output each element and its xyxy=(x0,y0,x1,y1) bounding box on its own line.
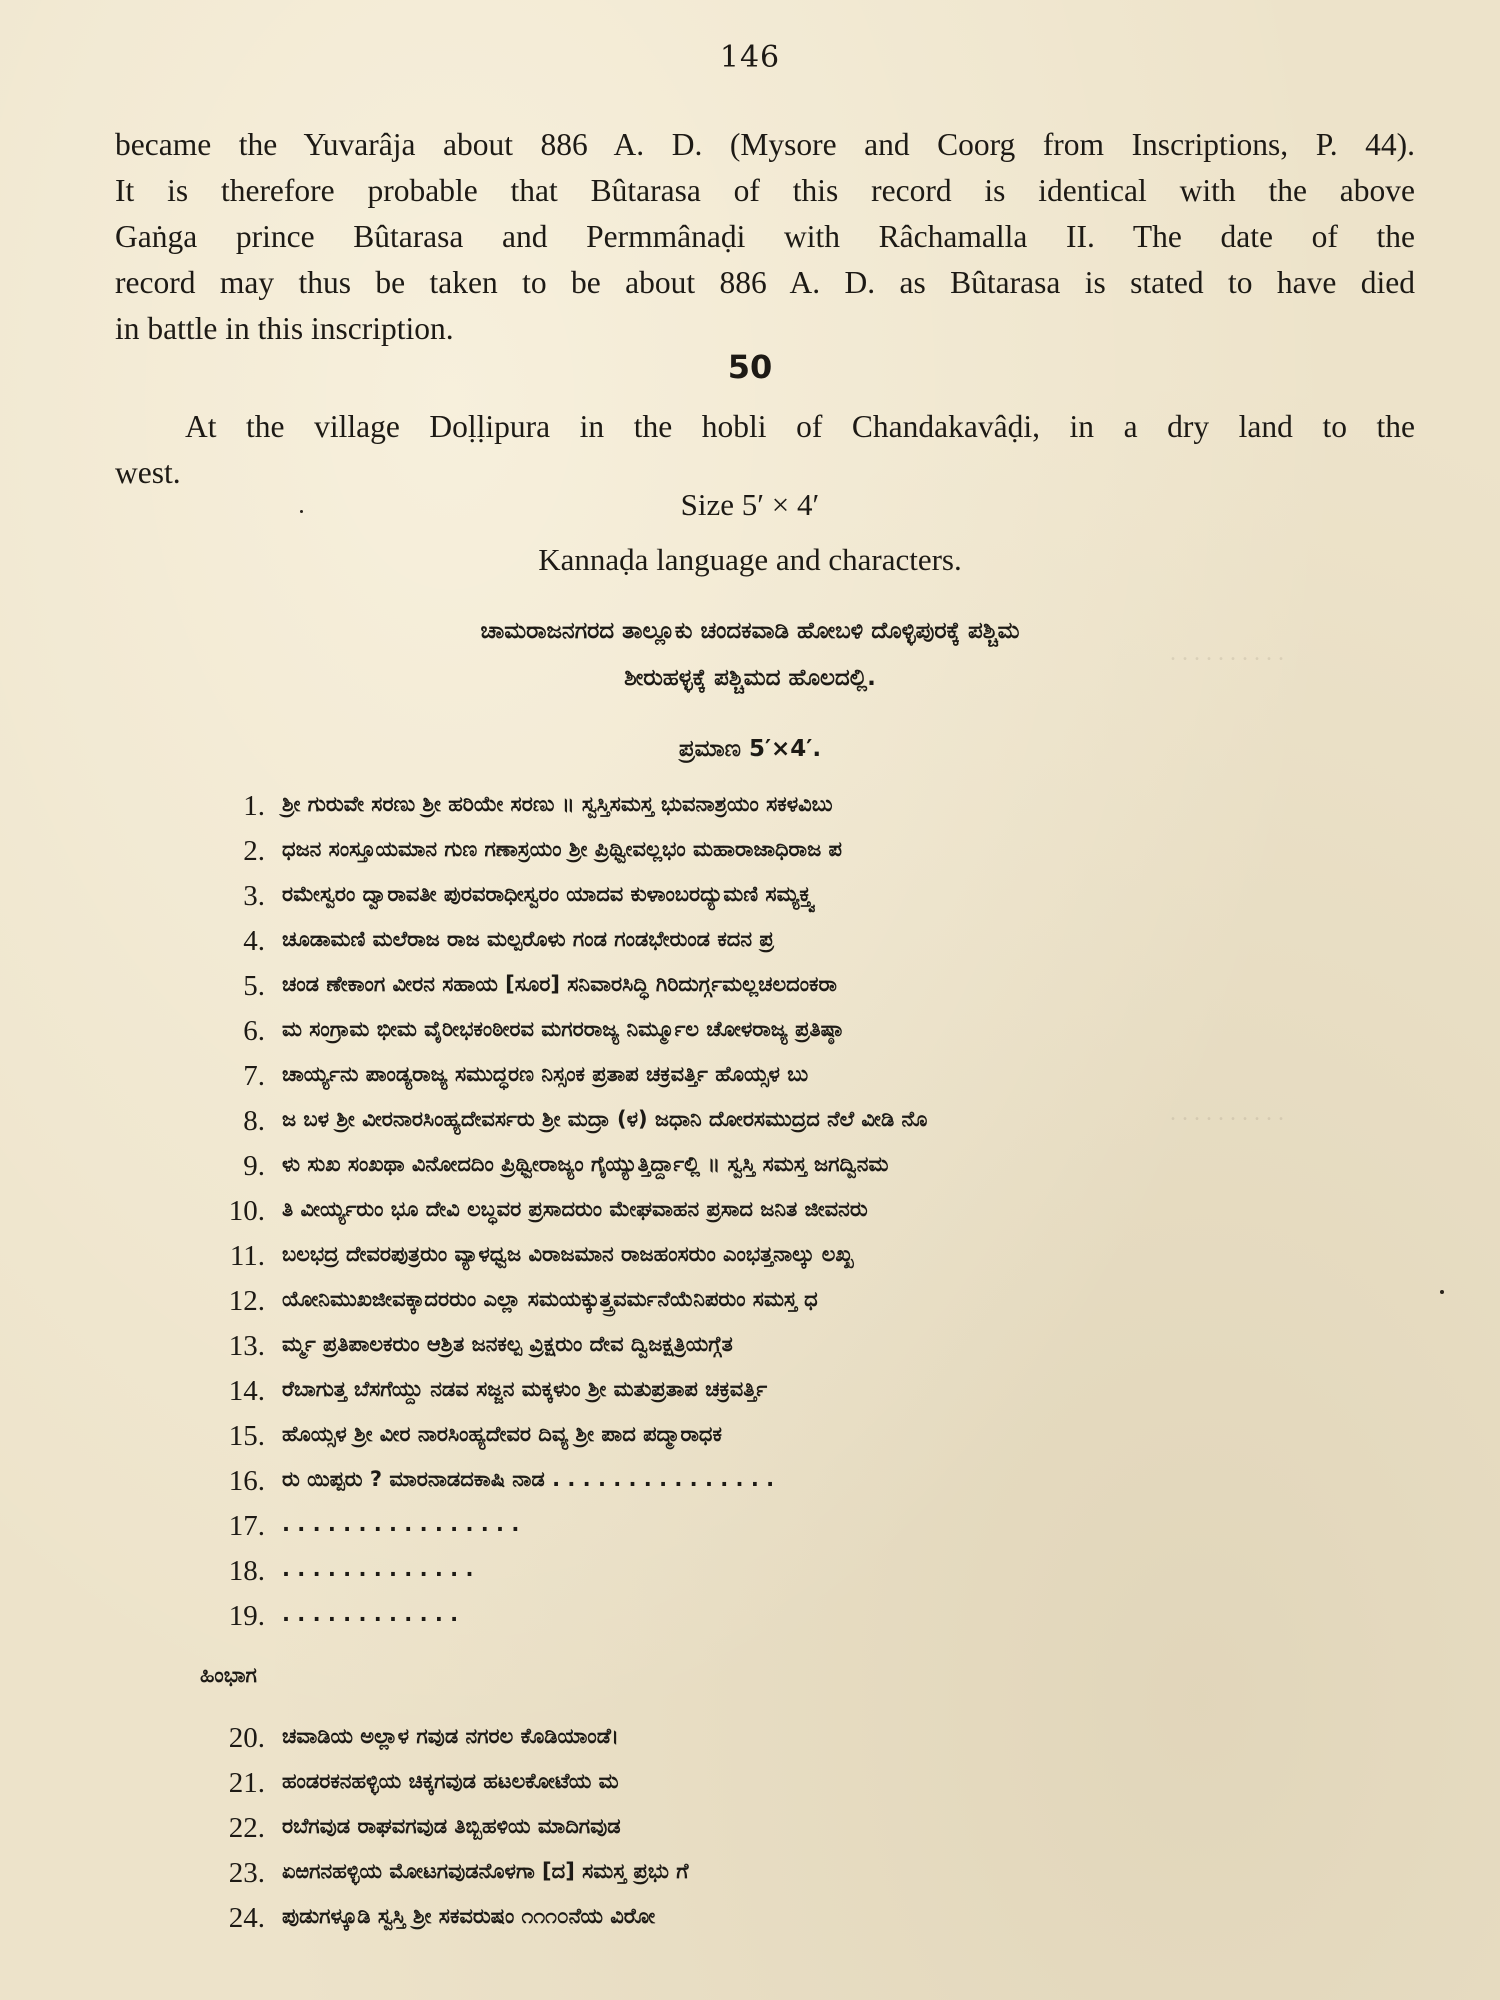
inscription-line xyxy=(195,1718,1395,1763)
line-text: ಚಂಡ ಣೇಕಾಂಗ ವೀರನ ಸಹಾಯ [ಸೂರ] ಸನಿವಾರಸಿದ್ಧಿ ಗಿರಿದುರ್ಗ್ಗಮಲ್ಲಚಲದಂಕರಾ xyxy=(282,972,837,996)
line-text: ರಬೆಗವುಡ ರಾಘವಗವುಡ ತಿಬ್ಬಿಹಳಿಯ ಮಾದಿಗವುಡ xyxy=(282,1814,621,1838)
line-text: ರ್ಮ್ಮ ಪ್ರತಿಪಾಲಕರುಂ ಆಶ್ರಿತ ಜನಕಲ್ಪ ವ್ರಿಕ್ಷರುಂ ದೇವ ದ್ವಿಜಕ್ಷತ್ರಿಯಗ್ಗೆತ xyxy=(282,1332,733,1356)
line-number: 17. xyxy=(228,1510,265,1542)
line-text: ರಮೇಸ್ವರಂ ದ್ವಾರಾವತೀ ಪುರವರಾಧೀಸ್ವರಂ ಯಾದವ ಕುಳಾಂಬರದ್ಯುಮಣಿ ಸಮ್ಯಕ್ತ್ವ xyxy=(282,882,815,906)
line-text: ಧಜನ ಸಂಸ್ತೂಯಮಾನ ಗುಣ ಗಣಾಸ್ರಯಂ ಶ್ರೀ ಪ್ರಿಥ್ವೀವಲ್ಲಭಂ ಮಹಾರಾಜಾಧಿರಾಜ ಪ xyxy=(282,837,842,861)
line-text: . . . . . . . . . . . . xyxy=(282,1602,459,1626)
page-number: 146 xyxy=(719,40,781,75)
line-number: 20. xyxy=(228,1722,265,1754)
inscription-line xyxy=(195,1191,1395,1236)
inscription-lines-back xyxy=(195,1718,1395,1943)
intro-line: record may thus be taken to be about 886 A. D. as Bûtarasa is stated to have died xyxy=(115,265,1415,300)
inscription-line xyxy=(195,1011,1395,1056)
line-number: 14. xyxy=(228,1375,265,1407)
line-number: 21. xyxy=(228,1767,265,1799)
line-text: ಯೋನಿಮುಖಜೀವಕ್ಕಾದರರುಂ ಎಲ್ಲಾ ಸಮಯಕ್ಕುತ್ತ್ರವರ್ಮನೆಯೆನಿಪರುಂ ಸಮಸ್ತ ಧ xyxy=(282,1287,818,1311)
line-text: ಏಱಗನಹಳ್ಳಿಯ ಮೋಟಗವುಡನೊಳಗಾ [ದ] ಸಮಸ್ತ ಪ್ರಭು ಗೆ xyxy=(282,1859,689,1883)
line-text: ಚವಾಡಿಯ ಅಲ್ಲಾಳ ಗವುಡ ನಗರಲ ಕೊಡಿಯಾಂಡೆ। xyxy=(282,1724,619,1748)
line-number: 19. xyxy=(228,1600,265,1632)
line-number: 15. xyxy=(228,1420,265,1452)
inscription-line xyxy=(195,1898,1395,1943)
line-text: ರೆಬಾಗುತ್ತ ಬೆಸಗೆಯ್ದು ನಡವ ಸಜ್ಜನ ಮಕ್ಕಳುಂ ಶ್ರೀ ಮತುಪ್ರತಾಪ ಚಕ್ರವರ್ತ್ತಿ xyxy=(282,1377,768,1401)
line-number: 4. xyxy=(243,925,265,957)
line-number: 5. xyxy=(243,970,265,1002)
line-number: 22. xyxy=(228,1812,265,1844)
kannada-size-line: ಪ್ರಮಾಣ 5′×4′. xyxy=(678,736,822,762)
line-number: 8. xyxy=(243,1105,265,1137)
inscription-line xyxy=(195,1596,1395,1641)
line-text: ಜ ಬಳ ಶ್ರೀ ವೀರನಾರಸಿಂಹ್ಯದೇವರ್ಸರು ಶ್ರೀ ಮದ್ರಾ (ಳ) ಜಧಾನಿ ದೋರಸಮುದ್ರದ ನೆಲೆ ವೀಡಿ ನೊ xyxy=(282,1107,928,1131)
line-text: . . . . . . . . . . . . . xyxy=(282,1557,474,1581)
line-text: ಬಲಭದ್ರ ದೇವರಪುತ್ರರುಂ ವ್ಯಾಳಧ್ವಜ ವಿರಾಜಮಾನ ರಾಜಹಂಸರುಂ ಎಂಭತ್ತನಾಲ್ಕು ಲಖ್ಖ xyxy=(282,1242,853,1266)
line-number: 16. xyxy=(228,1465,265,1497)
line-text: ಳು ಸುಖ ಸಂಖಥಾ ವಿನೋದದಿಂ ಪ್ರಿಥ್ವೀರಾಜ್ಯಂ ಗೈಯ್ಯುತ್ತಿರ್ದ್ದಾಲ್ಲಿ ॥ ಸ್ವಸ್ತಿ ಸಮಸ್ತ ಜಗದ್ವಿನಮ xyxy=(282,1152,889,1176)
inscription-line xyxy=(195,1763,1395,1808)
location-line: At the village Doḷḷipura in the hobli of Chandakavâḍi, in a dry land to the xyxy=(185,409,1415,444)
inscription-number: 50 xyxy=(727,348,773,386)
inscription-line xyxy=(195,876,1395,921)
inscription-line xyxy=(195,921,1395,966)
intro-line: Gaṅga prince Bûtarasa and Permmânaḍi with Râchamalla II. The date of the xyxy=(115,219,1415,254)
line-text: ಹೊಯ್ಸಳ ಶ್ರೀ ವೀರ ನಾರಸಿಂಹ್ಯದೇವರ ದಿವ್ಯ ಶ್ರೀ ಪಾದ ಪದ್ಮಾರಾಧಕ xyxy=(282,1422,722,1446)
line-number: 10. xyxy=(228,1195,265,1227)
inscription-line xyxy=(195,1506,1395,1551)
line-number: 3. xyxy=(243,880,265,912)
line-text: ಪುಡುಗಳ್ಕೂಡಿ ಸ್ವಸ್ತಿ ಶ್ರೀ ಸಕವರುಷಂ ೧೧೧೦ನೆಯ ವಿರೋ xyxy=(282,1904,656,1928)
line-number: 9. xyxy=(243,1150,265,1182)
intro-line: It is therefore probable that Bûtarasa of this record is identical with the above xyxy=(115,173,1415,208)
line-text: . . . . . . . . . . . . . . . . xyxy=(282,1512,520,1536)
line-number: 12. xyxy=(228,1285,265,1317)
inscription-line xyxy=(195,786,1395,831)
inscription-line xyxy=(195,1371,1395,1416)
document-page: . . . . . . . . . . . . . . . . . . . . 146 became the Yuvarâja about 886 A. D. (Mysore and Coorg from Inscriptions, P. 44). It is therefore probable that Bûtarasa of this record is identical with the above Gaṅga prince Bûtarasa and Permmânaḍi with Râchamalla II. The date of the record may thus be taken to be about 886 A. D. as Bûtarasa is stated to have died in battle in this inscription. 50 At the village Doḷḷipura in the hobli of Chandakavâḍi, in a dry land to the west. Size 5′ × 4′ Kannaḍa language and characters. ಚಾಮರಾಜನಗರದ ತಾಲ್ಲೂಕು ಚಂದಕವಾಡಿ ಹೋಬಳಿ ದೊಳ್ಳಿಪುರಕ್ಕೆ ಪಶ್ಚಿಮ ಶೀರುಹಳ್ಳಕ್ಕೆ ಪಶ್ಚಿಮದ ಹೊಲದಲ್ಲಿ. ಪ್ರಮಾಣ 5′×4′. 1. ಶ್ರೀ ಗುರುವೇ ಸರಣು ಶ್ರೀ ಹರಿಯೇ ಸರಣು ॥ ಸ್ವಸ್ತಿಸಮಸ್ತ ಭುವನಾಶ್ರಯಂ ಸಕಳವಿಬು 2. ಧಜನ ಸಂಸ್ತೂಯಮಾನ ಗುಣ ಗಣಾಸ್ರಯಂ ಶ್ರೀ ಪ್ರಿಥ್ವೀವಲ್ಲಭಂ ಮಹಾರಾಜಾಧಿರಾಜ ಪ 3. ರಮೇಸ್ವರಂ ದ್ವಾರಾವತೀ ಪುರವರಾಧೀಸ್ವರಂ ಯಾದವ ಕುಳಾಂಬರದ್ಯುಮಣಿ ಸಮ್ಯಕ್ತ್ವ 4. ಚೂಡಾಮಣಿ ಮಲೆರಾಜ ರಾಜ ಮಲ್ಪರೊಳು ಗಂಡ ಗಂಡಭೇರುಂಡ ಕದನ ಪ್ರ 5. ಚಂಡ ಣೇಕಾಂಗ ವೀರನ ಸಹಾಯ [ಸೂರ] ಸನಿವಾರಸಿದ್ಧಿ ಗಿರಿದುರ್ಗ್ಗಮಲ್ಲಚಲದಂಕರಾ 6. ಮ ಸಂಗ್ರಾಮ ಭೀಮ ವೈರೀಭಕಂಠೀರವ ಮಗರರಾಜ್ಯ ನಿರ್ಮ್ಮೂಲ ಚೋಳರಾಜ್ಯ ಪ್ರತಿಷ್ಠಾ 7. ಚಾರ್ಯ್ಯನು ಪಾಂಡ್ಯರಾಜ್ಯ ಸಮುದ್ಧರಣ ನಿಸ್ಸಂಕ ಪ್ರತಾಪ ಚಕ್ರವರ್ತ್ತಿ ಹೊಯ್ಸಳ ಬು 8. ಜ ಬಳ ಶ್ರೀ ವೀರನಾರಸಿಂಹ್ಯದೇವರ್ಸರು ಶ್ರೀ ಮದ್ರಾ (ಳ) ಜಧಾನಿ ದೋರಸಮುದ್ರದ ನೆಲೆ ವೀಡಿ ನೊ 9. ಳು ಸುಖ ಸಂಖಥಾ ವಿನೋದದಿಂ ಪ್ರಿಥ್ವೀರಾಜ್ಯಂ ಗೈಯ್ಯುತ್ತಿರ್ದ್ದಾಲ್ಲಿ ॥ ಸ್ವಸ್ತಿ ಸಮಸ್ತ ಜಗದ್ವಿನಮ 10. ತಿ ವೀರ್ಯ್ಯರುಂ ಭೂ ದೇವಿ ಲಬ್ಧವರ ಪ್ರಸಾದರುಂ ಮೇಘವಾಹನ ಪ್ರಸಾದ ಜನಿತ ಜೀವನರು 11. ಬಲಭದ್ರ ದೇವರಪುತ್ರರುಂ ವ್ಯಾಳಧ್ವಜ ವಿರಾಜಮಾನ ರಾಜಹಂಸರುಂ ಎಂಭತ್ತನಾಲ್ಕು ಲಖ್ಖ 12. ಯೋನಿಮುಖಜೀವಕ್ಕಾದರರುಂ ಎಲ್ಲಾ ಸಮಯಕ್ಕುತ್ತ್ರವರ್ಮನೆಯೆನಿಪರುಂ ಸಮಸ್ತ ಧ 13. ರ್ಮ್ಮ ಪ್ರತಿಪಾಲಕರುಂ ಆಶ್ರಿತ ಜನಕಲ್ಪ ವ್ರಿಕ್ಷರುಂ ದೇವ ದ್ವಿಜಕ್ಷತ್ರಿಯಗ್ಗೆತ 14. ರೆಬಾಗುತ್ತ ಬೆಸಗೆಯ್ದು ನಡವ ಸಜ್ಜನ ಮಕ್ಕಳುಂ ಶ್ರೀ ಮತುಪ್ರತಾಪ ಚಕ್ರವರ್ತ್ತಿ 15. ಹೊಯ್ಸಳ ಶ್ರೀ ವೀರ ನಾರಸಿಂಹ್ಯದೇವರ ದಿವ್ಯ ಶ್ರೀ ಪಾದ ಪದ್ಮಾರಾಧಕ 16. ರು ಯಿಪ್ಪರು ? ಮಾರನಾಡದಕಾಷಿ ನಾಡ . . . . . . . . . . . . . . . 17. . . . . . . . . . . . . . . . . 18. . . . . . . . . . . . . . 19. . . . . . . . . . . . . ಹಿಂಭಾಗ 20. ಚವಾಡಿಯ ಅಲ್ಲಾಳ ಗವುಡ ನಗರಲ ಕೊಡಿಯಾಂಡೆ। 21. ಹಂಡರಕನಹಳ್ಳಿಯ ಚಿಕ್ಕಗವುಡ ಹಟಲಕೋಟೆಯ ಮ 22. ರಬೆಗವುಡ ರಾಘವಗವುಡ ತಿಬ್ಬಿಹಳಿಯ ಮಾದಿಗವುಡ 23. ಏಱಗನಹಳ್ಳಿಯ ಮೋಟಗವುಡನೊಳಗಾ [ದ] ಸಮಸ್ತ ಪ್ರಭು ಗೆ 24. ಪುಡುಗಳ್ಕೂಡಿ ಸ್ವಸ್ತಿ ಶ್ರೀ ಸಕವರುಷಂ ೧೧೧೦ನೆಯ ವಿರೋ xyxy=(0,0,1500,2000)
ink-speck xyxy=(1440,1290,1444,1294)
line-number: 24. xyxy=(228,1902,265,1934)
line-text: ಚೂಡಾಮಣಿ ಮಲೆರಾಜ ರಾಜ ಮಲ್ಪರೊಳು ಗಂಡ ಗಂಡಭೇರುಂಡ ಕದನ ಪ್ರ xyxy=(282,927,774,951)
inscription-line xyxy=(195,1551,1395,1596)
intro-line: became the Yuvarâja about 886 A. D. (Mysore and Coorg from Inscriptions, P. 44). xyxy=(115,127,1415,162)
line-text: ರು ಯಿಪ್ಪರು ? ಮಾರನಾಡದಕಾಷಿ ನಾಡ . . . . . . . . . . . . . . . xyxy=(282,1467,775,1491)
line-text: ಮ ಸಂಗ್ರಾಮ ಭೀಮ ವೈರೀಭಕಂಠೀರವ ಮಗರರಾಜ್ಯ ನಿರ್ಮ್ಮೂಲ ಚೋಳರಾಜ್ಯ ಪ್ರತಿಷ್ಠಾ xyxy=(282,1017,843,1041)
inscription-line xyxy=(195,1853,1395,1898)
kannada-heading-line: ಶೀರುಹಳ್ಳಕ್ಕೆ ಪಶ್ಚಿಮದ ಹೊಲದಲ್ಲಿ. xyxy=(624,665,876,691)
line-number: 1. xyxy=(243,790,265,822)
line-number: 6. xyxy=(243,1015,265,1047)
inscription-line xyxy=(195,831,1395,876)
inscription-line xyxy=(195,966,1395,1011)
line-number: 2. xyxy=(243,835,265,867)
intro-paragraph xyxy=(115,122,1415,352)
location-paragraph xyxy=(115,404,1415,496)
language-note: Kannaḍa language and characters. xyxy=(538,542,962,577)
back-side-label: ಹಿಂಭಾಗ xyxy=(200,1663,257,1687)
location-line: west. xyxy=(115,455,181,490)
inscription-line xyxy=(195,1808,1395,1853)
inscription-line xyxy=(195,1461,1395,1506)
line-number: 13. xyxy=(228,1330,265,1362)
inscription-line xyxy=(195,1101,1395,1146)
inscription-line xyxy=(195,1281,1395,1326)
kannada-heading-line: ಚಾಮರಾಜನಗರದ ತಾಲ್ಲೂಕು ಚಂದಕವಾಡಿ ಹೋಬಳಿ ದೊಳ್ಳಿಪುರಕ್ಕೆ ಪಶ್ಚಿಮ xyxy=(480,618,1020,644)
inscription-line xyxy=(195,1416,1395,1461)
line-text: ಹಂಡರಕನಹಳ್ಳಿಯ ಚಿಕ್ಕಗವುಡ ಹಟಲಕೋಟೆಯ ಮ xyxy=(282,1769,619,1793)
inscription-line xyxy=(195,1236,1395,1281)
line-number: 7. xyxy=(243,1060,265,1092)
line-text: ಚಾರ್ಯ್ಯನು ಪಾಂಡ್ಯರಾಜ್ಯ ಸಮುದ್ಧರಣ ನಿಸ್ಸಂಕ ಪ್ರತಾಪ ಚಕ್ರವರ್ತ್ತಿ ಹೊಯ್ಸಳ ಬು xyxy=(282,1062,809,1086)
line-number: 11. xyxy=(229,1240,265,1272)
inscription-line xyxy=(195,1056,1395,1101)
line-text: ಶ್ರೀ ಗುರುವೇ ಸರಣು ಶ್ರೀ ಹರಿಯೇ ಸರಣು ॥ ಸ್ವಸ್ತಿಸಮಸ್ತ ಭುವನಾಶ್ರಯಂ ಸಕಳವಿಬು xyxy=(282,792,833,816)
line-number: 23. xyxy=(228,1857,265,1889)
intro-line: in battle in this inscription. xyxy=(115,311,454,346)
size-note: Size 5′ × 4′ xyxy=(680,487,820,522)
inscription-lines-front xyxy=(195,786,1395,1641)
inscription-line xyxy=(195,1326,1395,1371)
line-number: 18. xyxy=(228,1555,265,1587)
line-text: ತಿ ವೀರ್ಯ್ಯರುಂ ಭೂ ದೇವಿ ಲಬ್ಧವರ ಪ್ರಸಾದರುಂ ಮೇಘವಾಹನ ಪ್ರಸಾದ ಜನಿತ ಜೀವನರು xyxy=(282,1197,868,1221)
inscription-line xyxy=(195,1146,1395,1191)
